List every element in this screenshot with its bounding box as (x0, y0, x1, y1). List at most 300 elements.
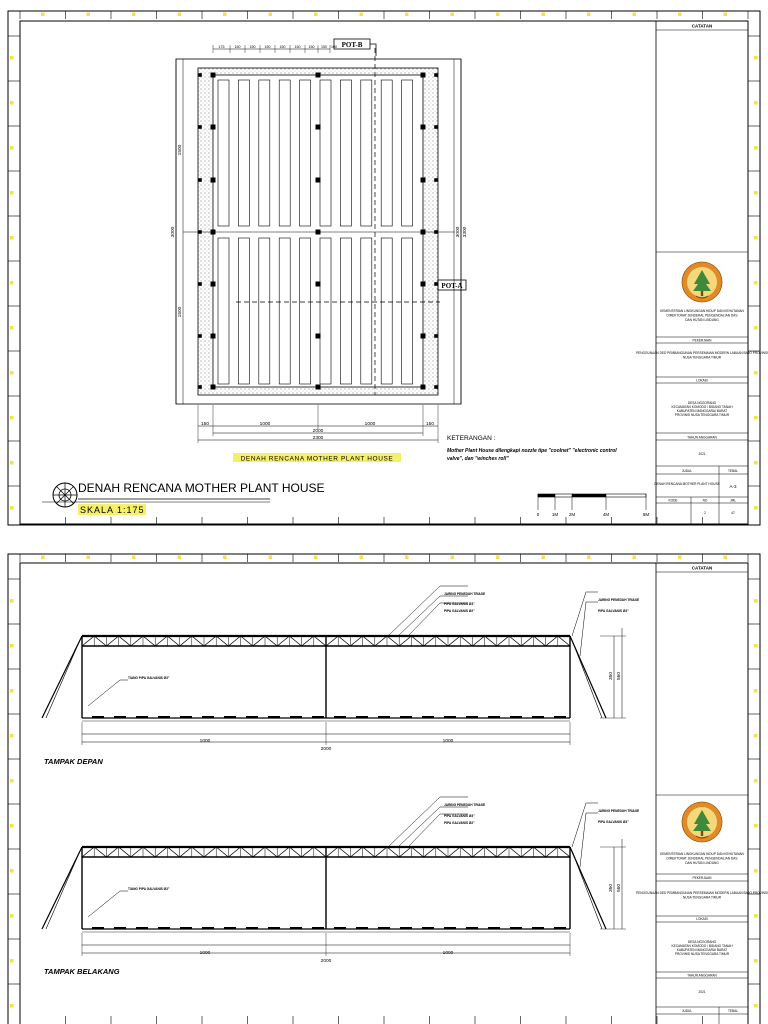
footing (224, 927, 236, 929)
grid-marker (633, 556, 637, 560)
grid-marker (754, 779, 758, 783)
grid-marker (10, 914, 14, 918)
grid-marker (132, 13, 136, 17)
leader (572, 803, 598, 847)
pot-b-label: POT-B (341, 41, 363, 49)
tb-pekerjaan-hdr: PEKERJAAN (692, 338, 712, 343)
dim-front-0: 1000 (199, 739, 211, 744)
plant-bed (381, 238, 392, 384)
side-brace (572, 851, 602, 929)
footing (312, 716, 324, 718)
sheet-elevations (0, 544, 768, 1024)
truss-web (228, 636, 240, 646)
tb-jml-hdr: JML (729, 498, 737, 503)
section-marker-b (334, 39, 376, 56)
truss-web (533, 847, 545, 857)
truss-web (94, 636, 106, 646)
plant-bed (340, 238, 351, 384)
column (421, 385, 426, 390)
column (434, 178, 438, 182)
scalebar-1: 1M (551, 512, 559, 517)
tb-lokasi-1: DESA NGGORANG (687, 401, 717, 405)
tb-jml-val: 47 (731, 511, 735, 515)
column (434, 282, 438, 286)
side-brace (46, 851, 80, 929)
tb-ministry-2: DIREKTORAT JENDERAL PENGENDALIAN DAS (666, 313, 738, 318)
grid-marker (678, 13, 682, 17)
grid-marker (587, 13, 591, 17)
column (198, 73, 202, 77)
dim-back-0: 1000 (199, 951, 211, 956)
grid-marker (41, 13, 45, 17)
elevation-back (42, 797, 626, 956)
column (434, 230, 438, 234)
dim-b-3: 150 (425, 422, 435, 427)
column (421, 230, 426, 235)
footing (466, 716, 478, 718)
truss-web (485, 847, 497, 857)
tb2-lokasi-1: DESA NGGORANG (687, 940, 717, 944)
footing (400, 716, 412, 718)
footing (180, 927, 192, 929)
grid-marker (10, 869, 14, 873)
footing (246, 927, 258, 929)
grid-marker (10, 734, 14, 738)
truss-web (82, 636, 94, 646)
truss-web (204, 636, 216, 646)
truss-web (94, 847, 106, 857)
truss-web (448, 847, 460, 857)
truss-web (436, 847, 448, 857)
notes-header-2: CATATAN (691, 565, 713, 571)
grid-marker (178, 13, 182, 17)
column (198, 125, 202, 129)
section-marker-a (438, 280, 466, 290)
plant-bed (320, 80, 331, 226)
dim-l-2: 1500 (178, 306, 183, 318)
grid-marker (754, 101, 758, 105)
scale-label: SKALA 1:175 (80, 505, 145, 515)
grid-marker (633, 13, 637, 17)
keterangan-text-1: Mother Plant House dilengkapi nozzle tipe "coolnet" "electronic control (447, 448, 617, 454)
grid-marker (542, 556, 546, 560)
footing (532, 716, 544, 718)
dim-back-h2: 560 (617, 883, 622, 893)
footing (378, 927, 390, 929)
footing (202, 716, 214, 718)
callout-side-1-front: JARING PENEDUH TRIASE (598, 598, 640, 602)
grid-marker (10, 416, 14, 420)
grid-marker (132, 556, 136, 560)
tb2-tahun-hdr: TAHUN ANGGARAN (687, 973, 717, 978)
truss-web (472, 636, 484, 646)
column (211, 178, 216, 183)
plant-bed (340, 80, 351, 226)
plant-bed (218, 238, 229, 384)
ministry-logo (682, 262, 722, 302)
grid-marker (754, 146, 758, 150)
dim-b-total-inner: 2000 (312, 429, 324, 434)
column (421, 282, 426, 287)
column (316, 230, 321, 235)
footing (422, 927, 434, 929)
dim-back-h1: 350 (609, 883, 614, 893)
truss-web (521, 847, 533, 857)
grid-marker (87, 13, 91, 17)
tb-no-val: 2 (704, 511, 706, 515)
grid-marker (754, 824, 758, 828)
footing (422, 716, 434, 718)
footing (444, 927, 456, 929)
column (316, 385, 321, 390)
tb-judul: DENAH RENCANA MOTHER PLANT HOUSE (654, 482, 720, 486)
truss-web (460, 847, 472, 857)
footing (246, 716, 258, 718)
truss-web (424, 636, 436, 646)
elevation-front (42, 586, 626, 745)
scale-bar (538, 494, 646, 510)
tb-lokasi-3: KABUPATEN MANGGARAI BARAT (676, 409, 728, 413)
callout-roof-1-front: JARING PENEDUH TRIASE (444, 592, 486, 596)
side-brace (42, 847, 82, 929)
notes-header: CATATAN (691, 23, 713, 29)
column (211, 282, 216, 287)
truss-web (314, 636, 326, 646)
truss-web (302, 636, 314, 646)
truss-web (204, 847, 216, 857)
tb-lokasi-2: KECAMATAN KOMODO / BIDANG TANAH (671, 405, 733, 409)
footing (488, 716, 500, 718)
grid-marker (754, 914, 758, 918)
elevation-drawing (0, 544, 768, 1024)
truss-web (131, 847, 143, 857)
tb2-lokasi-hdr: LOKASI (696, 917, 708, 921)
grid-marker (314, 556, 318, 560)
title-symbol (53, 483, 77, 507)
grid-marker (724, 556, 728, 560)
grid-marker (223, 556, 227, 560)
truss-web (448, 636, 460, 646)
grid-marker (754, 689, 758, 693)
dim-b-1: 1000 (259, 422, 271, 427)
column (421, 334, 426, 339)
leader (88, 891, 128, 917)
grid-marker (542, 13, 546, 17)
footing (268, 716, 280, 718)
column (211, 125, 216, 130)
column (434, 385, 438, 389)
dim-b-total-outer: 2300 (312, 436, 324, 441)
truss-web (399, 847, 411, 857)
truss-web (143, 847, 155, 857)
truss-web (143, 636, 155, 646)
truss-web (411, 636, 423, 646)
column (316, 334, 321, 339)
tb2-lokasi-2: KECAMATAN KOMODO / BIDANG TANAH (671, 944, 733, 948)
footing (92, 927, 104, 929)
footing (510, 927, 522, 929)
leader (580, 602, 598, 656)
dim-top-label: 150 (279, 45, 286, 49)
column (211, 385, 216, 390)
column (434, 125, 438, 129)
callout-side-2-back: PIPA GALVANIS Ø3" (598, 820, 629, 824)
grid-marker (10, 146, 14, 150)
label-back: TAMPAK BELAKANG (44, 967, 120, 976)
tb2-ministry-3: DAN HUTAN LINDUNG (685, 861, 719, 865)
plant-bed (259, 80, 270, 226)
grid-marker (314, 13, 318, 17)
truss-web (387, 847, 399, 857)
leader (580, 813, 598, 867)
callout-side-1-back: JARING PENEDUH TRIASE (598, 809, 640, 813)
truss-web (472, 847, 484, 857)
grid-marker (41, 556, 45, 560)
scalebar-4: 6M (642, 512, 650, 517)
dim-front-2: 1000 (442, 739, 454, 744)
tb2-pekerjaan-2: NUSA TENGGARA TIMUR (682, 895, 722, 900)
footing (92, 716, 104, 718)
column (198, 230, 202, 234)
grid-marker (10, 779, 14, 783)
truss-web (131, 636, 143, 646)
footing (290, 716, 302, 718)
footing (510, 716, 522, 718)
column (198, 334, 202, 338)
plant-bed (361, 80, 372, 226)
truss-web (277, 636, 289, 646)
tb-tebal-hdr: TEBAL (727, 469, 739, 473)
label-front: TAMPAK DEPAN (44, 757, 103, 766)
truss-web (424, 847, 436, 857)
truss-web (106, 847, 118, 857)
callout-roof-2-front: PIPA GALVANIS Ø3" (444, 602, 475, 606)
grid-marker (754, 326, 758, 330)
dim-l-0: 1500 (178, 144, 183, 156)
plant-bed (402, 238, 413, 384)
grid-marker (10, 461, 14, 465)
truss-web (228, 847, 240, 857)
truss-web (509, 847, 521, 857)
footing (356, 716, 368, 718)
grid-marker (754, 281, 758, 285)
truss-web (558, 847, 570, 857)
grid-marker (10, 824, 14, 828)
grid-marker (360, 13, 364, 17)
tb2-tahun: 2021 (698, 990, 706, 994)
callout-side-2-front: PIPA GALVANIS Ø3" (598, 609, 629, 613)
dim-front-1: 2000 (320, 747, 332, 752)
grid-marker (451, 556, 455, 560)
truss-web (167, 847, 179, 857)
dim-top-label: 100 (331, 45, 337, 49)
truss-web (155, 636, 167, 646)
truss-web (509, 636, 521, 646)
tb-lokasi-4: PROVINSI NUSA TENGGARA TIMUR (674, 413, 730, 417)
grid-marker (754, 599, 758, 603)
plant-bed (300, 238, 311, 384)
footing (378, 716, 390, 718)
column (316, 73, 321, 78)
truss-web (497, 636, 509, 646)
truss-web (314, 847, 326, 857)
truss-web (82, 847, 94, 857)
footing (488, 927, 500, 929)
plan-label: DENAH RENCANA MOTHER PLANT HOUSE (240, 455, 394, 463)
footing (202, 927, 214, 929)
truss-web (338, 636, 350, 646)
column (198, 385, 202, 389)
truss-web (106, 636, 118, 646)
grid-marker (10, 599, 14, 603)
footing (136, 716, 148, 718)
plant-bed (320, 238, 331, 384)
truss-web (119, 636, 131, 646)
grid-marker (223, 13, 227, 17)
footing (158, 927, 170, 929)
grid-marker (678, 556, 682, 560)
grid-marker (10, 191, 14, 195)
truss-web (241, 847, 253, 857)
truss-web (521, 636, 533, 646)
truss-web (460, 636, 472, 646)
grid-marker (10, 371, 14, 375)
plant-bed (259, 238, 270, 384)
callout-roof-3-back: PIPA GALVANIS Ø2" (444, 821, 475, 825)
truss-web (180, 847, 192, 857)
truss-web (253, 847, 265, 857)
truss-web (289, 847, 301, 857)
footing (532, 927, 544, 929)
grid-marker (451, 13, 455, 17)
footing (290, 927, 302, 929)
callout-roof-3-front: PIPA GALVANIS Ø2" (444, 609, 475, 613)
tb-kode-hdr: KODE (668, 498, 678, 503)
truss-web (216, 636, 228, 646)
grid-marker (10, 236, 14, 240)
keterangan-text-2: valve", dan "winches roll" (447, 456, 509, 462)
footing (444, 716, 456, 718)
grid-marker (10, 506, 14, 510)
dim-top-label: 150 (321, 45, 327, 49)
grid-marker (405, 556, 409, 560)
truss-web (350, 847, 362, 857)
truss-web (265, 636, 277, 646)
truss-web (546, 847, 558, 857)
truss-web (277, 847, 289, 857)
column (211, 334, 216, 339)
grid-marker (405, 13, 409, 17)
plant-bed (300, 80, 311, 226)
grid-marker (10, 326, 14, 330)
truss-web (533, 636, 545, 646)
truss-web (180, 636, 192, 646)
grid-marker (269, 13, 273, 17)
column (434, 73, 438, 77)
footing (554, 716, 566, 718)
main-title: DENAH RENCANA MOTHER PLANT HOUSE (78, 481, 325, 495)
dim-top-label: 150 (308, 45, 315, 49)
dim-l-1: 3000 (171, 226, 176, 238)
footing (136, 927, 148, 929)
tb2-lokasi-3: KABUPATEN MANGGARAI BARAT (676, 948, 728, 952)
grid-marker (754, 1004, 758, 1008)
column (316, 282, 321, 287)
plant-bed (279, 80, 290, 226)
column (316, 178, 321, 183)
truss-web (216, 847, 228, 857)
dim-top-label: 175 (218, 45, 225, 49)
grid-marker (10, 56, 14, 60)
tb2-ministry-2: DIREKTORAT JENDERAL PENGENDALIAN DAS (666, 856, 738, 861)
truss-web (546, 636, 558, 646)
truss-web (167, 636, 179, 646)
column (211, 230, 216, 235)
floor-plan (176, 48, 461, 404)
tb2-lokasi-4: PROVINSI NUSA TENGGARA TIMUR (674, 952, 730, 956)
tb-tahun: 2021 (698, 452, 706, 456)
truss-web (265, 847, 277, 857)
truss-web (497, 847, 509, 857)
truss-web (363, 636, 375, 646)
truss-web (192, 636, 204, 646)
footing (312, 927, 324, 929)
truss-web (363, 847, 375, 857)
tb2-pekerjaan-1: PENGGUNAAN DED PEMBANGUNAN PERSEMAIAN MODERN LABUAN BAJO PROVINSI (636, 891, 768, 895)
truss-web (155, 847, 167, 857)
dim-top-label: 150 (249, 45, 256, 49)
grid-ticks-2 (8, 554, 768, 1024)
plant-bed (402, 80, 413, 226)
truss-web (399, 636, 411, 646)
callout-col-back: TIANG PIPA GALVANIS Ø3" (128, 887, 170, 891)
column (198, 178, 202, 182)
truss-web (289, 636, 301, 646)
grid-marker (10, 101, 14, 105)
dim-r-1: 3300 (463, 226, 468, 238)
dim-back-2: 1000 (442, 951, 454, 956)
column (421, 178, 426, 183)
truss-web (326, 636, 338, 646)
footing (114, 927, 126, 929)
truss-web (326, 847, 338, 857)
footing (554, 927, 566, 929)
dim-top-label: 150 (294, 45, 301, 49)
dim-top-label: 150 (264, 45, 271, 49)
footing (158, 716, 170, 718)
scalebar-3: 4M (602, 512, 610, 517)
grid-marker (10, 644, 14, 648)
grid-marker (10, 1004, 14, 1008)
column (198, 282, 202, 286)
footing (114, 716, 126, 718)
grid-marker (754, 869, 758, 873)
grid-marker (754, 416, 758, 420)
ministry-logo-2 (682, 802, 722, 842)
callout-roof-1-back: JARING PENEDUH TRIASE (444, 803, 486, 807)
truss-web (241, 636, 253, 646)
tb-ministry-1: KEMENTERIAN LINGKUNGAN HIDUP DAN KEHUTANAN (660, 309, 744, 313)
footing (334, 927, 346, 929)
truss-web (436, 636, 448, 646)
grid-marker (754, 191, 758, 195)
tb2-judul-hdr: JUDUL (681, 1009, 693, 1013)
tb2-pekerjaan-hdr: PEKERJAAN (692, 876, 712, 880)
footing (224, 716, 236, 718)
callout-col-front: TIANG PIPA GALVANIS Ø3" (128, 676, 170, 680)
footing (400, 927, 412, 929)
truss-web (253, 636, 265, 646)
